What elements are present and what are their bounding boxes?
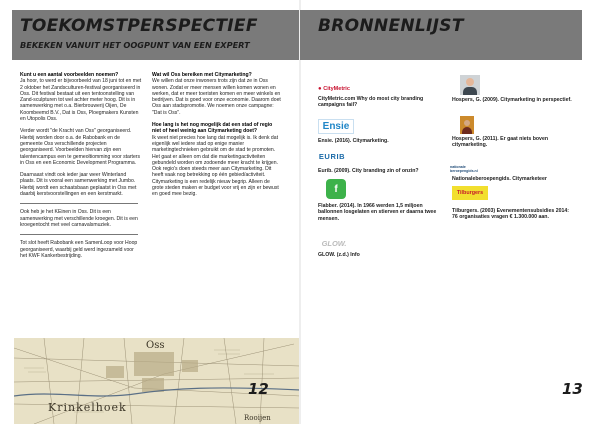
right-page bbox=[300, 0, 600, 424]
reference-eurib: Eurib. (2009). City branding zin of onzin? bbox=[318, 168, 419, 174]
divider bbox=[20, 234, 138, 235]
left-page-subtitle: BEKEKEN VANUIT HET OOGPUNT VAN EEN EXPERT bbox=[20, 40, 250, 50]
question: Hoe lang is het nog mogelijk dat een stad of regio niet of heel weinig aan Citymarketing doet? bbox=[152, 122, 273, 135]
reference-glow: GLOW. (z.d.) Info bbox=[318, 252, 360, 258]
page-number-right: 13 bbox=[562, 380, 583, 398]
photo-head bbox=[464, 120, 470, 126]
map-label-rooijen: Rooijen bbox=[244, 414, 271, 422]
question: Kunt u een aantal voorbeelden noemen? bbox=[20, 72, 119, 78]
map-label-krinkelhoek: Krinkelhoek bbox=[48, 401, 127, 414]
citymetric-logo: ● CityMetric bbox=[318, 86, 350, 92]
reference-hospers-2009: Hospers, G. (2009). Citymarketing in perspectief. bbox=[452, 97, 572, 103]
answer: Ik weet niet precies hoe lang dat mogelijk is. Ik denk dat eigenlijk wel iedere stad op enige manier marketingtechnieken gebruikt om de stad te promoten. Het gaat er alleen om dat die marketingactiviteiten gebundeld worden om zodoende meer kracht te krijgen. Ook regio's doen steeds meer aan Citymarketing. Dit heeft vaak nog betrekking op één gebied/activiteit. Citymarketing is een redelijk nieuw begrip. Alleen de grote steden maken er budget voor vrij en zijn er bewust en goed mee bezig. bbox=[152, 134, 279, 198]
interview-column-1 bbox=[20, 72, 142, 265]
left-page-title: TOEKOMSTPERSPECTIEF bbox=[20, 16, 258, 36]
photo-body bbox=[462, 127, 472, 134]
map-label-oss: Oss bbox=[146, 340, 165, 351]
answer: We willen dat onze inwoners trots zijn dat ze in Oss wonen. Zodat er meer mensen willen komen wonen en werken, dat er meer toeristen komen en meer winkels en bedrijven. Dat is goed voor onze economie. Daarom doet Oss aan stadspromotie. We noemen onze campagne: "Dat is Oss". bbox=[152, 78, 281, 116]
right-page-title: BRONNENLIJST bbox=[318, 16, 464, 36]
reference-tilburgers: Tilburgers. (2003) Evenementensubsidies 2014: 76 organisaties vragen € 1.300.000 aan. bbox=[452, 208, 569, 221]
paragraph: Daarnaast vindt ook ieder jaar weer Winterland plaats. Dit is vooral een samenwerking met Jumbo. Hierbij wordt een schaatsbaan geplaatst in Oss met daarbij kerstvoorstellingen en een kerstmarkt. bbox=[20, 172, 137, 198]
nationaleberoepengids-logo: nationale beroepengids.nl bbox=[450, 165, 478, 173]
paragraph: Tot slot heeft Rabobank een SamenLoop voor Hoop georganiseerd, waarbij geld werd ingezameld voor het KWF Kankerbestrijding. bbox=[20, 240, 138, 259]
reference-nationaleberoepengids: Nationaleberoepengids. Citymarketeer bbox=[452, 176, 547, 182]
page-number-left: 12 bbox=[248, 380, 269, 398]
right-header-banner bbox=[300, 10, 582, 60]
tilburgers-logo: Tilburgers bbox=[452, 186, 488, 200]
reference-flabber: Flabber. (2014). In 1966 werden 1,5 miljoen ballonnen losgelaten en stierven er daarna twee mensen. bbox=[318, 203, 437, 222]
book-cover-image bbox=[460, 116, 474, 134]
question: Wat wil Oss bereiken met Citymarketing? bbox=[152, 72, 252, 78]
photo-head bbox=[466, 78, 474, 86]
ensie-logo: Ensie bbox=[318, 119, 354, 134]
divider bbox=[20, 203, 138, 204]
answer: Ja hoor, to werd er bijvoorbeeld van 18 juni tot en met 2 oktober het Zandsculturen-festival georganiseerd in Oss. Dit festival bestaat uit een tentoonstelling van Zand-sculpturen tot wel achter meter hoog. Dit is in samenwerking met o.a. Bierbrouwerij Oijen, De Koombeemd B.V., Dat is Oss, Ploegmakers Kunsten en Utopolis Oss. bbox=[20, 78, 142, 123]
reference-hospers-2011: Hospers, G. (2011). Er gaat niets boven citymarketing. bbox=[452, 136, 549, 149]
glow-logo: GLOW. bbox=[321, 239, 347, 248]
reference-ensie: Ensie. (2016). Citymarketing. bbox=[318, 138, 389, 144]
paragraph: Ook heb je het KEinen in Oss. Dit is een samenwerking met verschillende kroegen. Dit is een kroegentocht met veel carnavalsmuziek. bbox=[20, 209, 138, 228]
author-photo bbox=[460, 75, 480, 95]
interview-column-2 bbox=[152, 72, 282, 204]
photo-body bbox=[463, 87, 477, 95]
reference-citymetric: CityMetric.com Why do most city branding campaigns fail? bbox=[318, 96, 424, 109]
paragraph: Verder wordt "de Kracht van Oss" georganiseerd. Hierbij worden door o.a. de Rabobank en de gemeente Oss verschillende projecten georganiseerd. Voorbeelden hiervan zijn een talentencampus een te gemeoltiomming voor starters in Oss en een Economic Development Programma. bbox=[20, 128, 141, 166]
left-header-banner bbox=[12, 10, 300, 60]
flabber-logo: f bbox=[326, 179, 346, 199]
eurib-logo: EURIB bbox=[318, 151, 346, 161]
